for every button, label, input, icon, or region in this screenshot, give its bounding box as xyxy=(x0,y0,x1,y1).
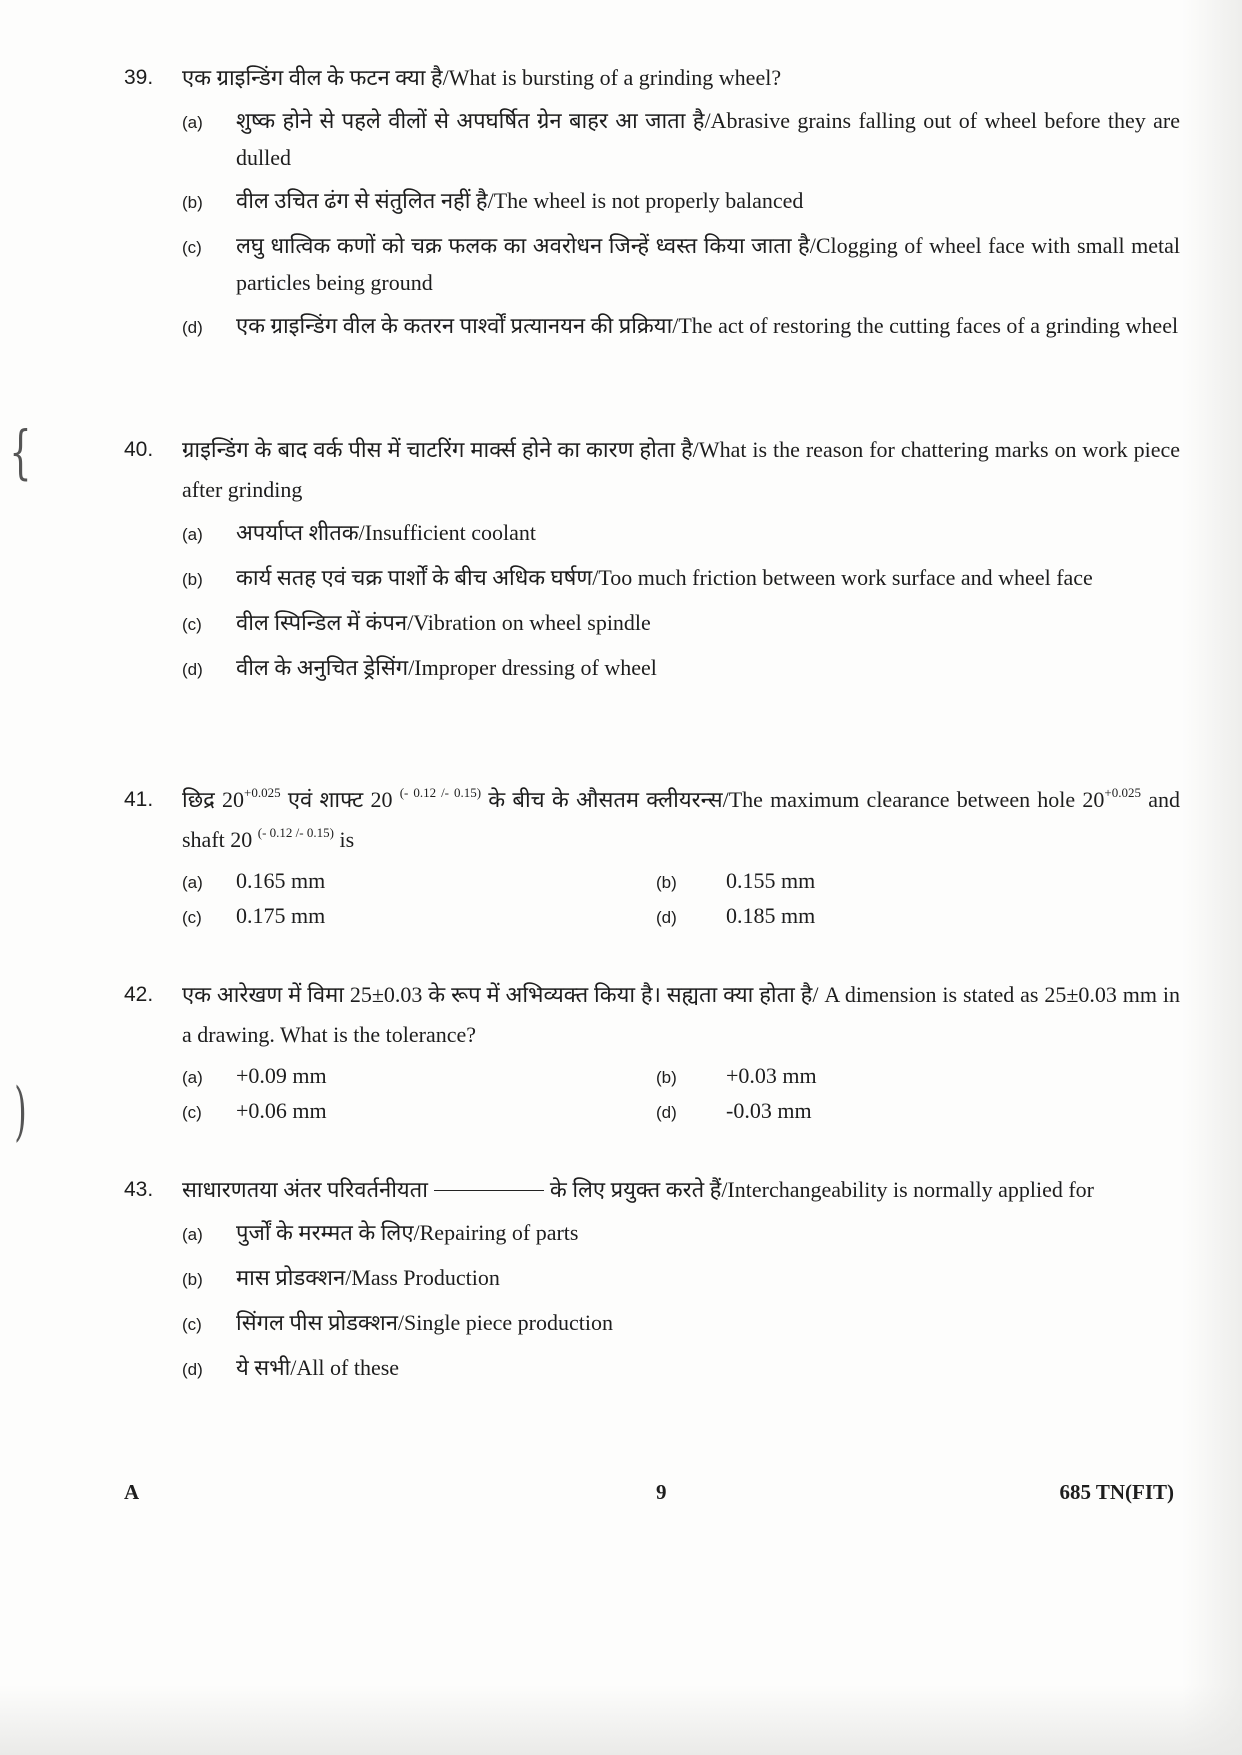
text-fragment: is xyxy=(333,827,355,852)
fill-in-blank xyxy=(434,1190,544,1191)
question-text xyxy=(182,1170,1180,1210)
question-number: 41. xyxy=(124,788,154,811)
question-number: 43. xyxy=(124,1178,154,1201)
shaft-tolerance-superscript: (- 0.12 /- 0.15) xyxy=(257,825,334,840)
option-text: +0.09 mm xyxy=(236,1063,327,1088)
option-label: (b) xyxy=(182,570,203,589)
option-label: (a) xyxy=(182,525,203,544)
question-stem xyxy=(124,1170,1180,1210)
option-label: (b) xyxy=(656,873,677,892)
option-label: (c) xyxy=(182,615,202,634)
option-label: (b) xyxy=(656,1068,677,1087)
question-number: 42. xyxy=(124,983,154,1006)
option-b[interactable] xyxy=(182,182,1180,221)
option-b[interactable] xyxy=(182,559,1180,598)
text-fragment: के लिए प्रयुक्त करते हैं/Interchangeability is normally applied for xyxy=(549,1177,1094,1202)
series-code: A xyxy=(124,1480,140,1504)
option-text: 0.175 mm xyxy=(236,903,326,928)
option-list xyxy=(182,1214,1180,1388)
option-c[interactable] xyxy=(182,1304,1180,1343)
option-text: अपर्याप्त शीतक/Insufficient coolant xyxy=(236,520,537,545)
option-text: +0.03 mm xyxy=(726,1063,817,1088)
question-42 xyxy=(124,975,1180,1129)
option-text: मास प्रोडक्शन/Mass Production xyxy=(236,1265,500,1290)
option-text: लघु धात्विक कणों को चक्र फलक का अवरोधन जिन्हें ध्वस्त किया जाता है/Clogging of wheel face with small metal particles being ground xyxy=(236,233,1180,295)
question-stem xyxy=(124,780,1180,860)
option-text: +0.06 mm xyxy=(236,1098,327,1123)
option-label: (c) xyxy=(182,1103,202,1122)
option-text: 0.165 mm xyxy=(236,868,326,893)
question-39 xyxy=(124,58,1180,352)
question-text xyxy=(182,780,1180,860)
option-text: सिंगल पीस प्रोडक्शन/Single piece production xyxy=(236,1310,613,1335)
question-number: 40. xyxy=(124,438,154,461)
option-label: (a) xyxy=(182,873,203,892)
option-d[interactable] xyxy=(182,649,1180,688)
question-text: ग्राइन्डिंग के बाद वर्क पीस में चाटरिंग मार्क्स होने का कारण होता है/What is the reason for chattering marks on work piece after grinding xyxy=(182,437,1180,502)
option-label: (d) xyxy=(182,1360,203,1379)
option-label: (d) xyxy=(182,660,203,679)
option-label: (b) xyxy=(182,193,203,212)
question-stem xyxy=(124,975,1180,1055)
option-text: पुर्जों के मरम्मत के लिए/Repairing of parts xyxy=(236,1220,579,1245)
option-c[interactable] xyxy=(182,899,656,934)
page-edge-shadow xyxy=(1182,0,1242,1755)
option-d[interactable] xyxy=(656,899,1116,934)
option-label: (a) xyxy=(182,1068,203,1087)
margin-brace-mark: { xyxy=(9,418,32,486)
question-41 xyxy=(124,780,1180,934)
option-label: (c) xyxy=(182,1315,202,1334)
option-label: (a) xyxy=(182,1225,203,1244)
page-number: 9 xyxy=(656,1480,667,1504)
option-text: ये सभी/All of these xyxy=(236,1355,400,1380)
question-number: 39. xyxy=(124,66,154,89)
option-a[interactable] xyxy=(182,514,1180,553)
option-text: वील उचित ढंग से संतुलित नहीं है/The wheel is not properly balanced xyxy=(236,188,804,213)
option-label: (d) xyxy=(656,908,677,927)
question-text: एक आरेखण में विमा 25±0.03 के रूप में अभिव्यक्त किया है। सह्यता क्या होता है/ A dimension is stated as 25±0.03 mm in a drawing. What is the tolerance? xyxy=(182,982,1180,1047)
option-label: (b) xyxy=(182,1270,203,1289)
paper-code: 685 TN(FIT) xyxy=(1059,1480,1174,1504)
option-list xyxy=(182,102,1180,346)
option-text: 0.185 mm xyxy=(726,903,816,928)
option-text: 0.155 mm xyxy=(726,868,816,893)
option-a[interactable] xyxy=(182,864,656,899)
option-list xyxy=(182,514,1180,688)
option-c[interactable] xyxy=(182,1094,656,1129)
option-a[interactable] xyxy=(182,1214,1180,1253)
option-text: -0.03 mm xyxy=(726,1098,812,1123)
option-text: वील स्पिन्डिल में कंपन/Vibration on wheel spindle xyxy=(236,610,651,635)
option-text: शुष्क होने से पहले वीलों से अपघर्षित ग्रेन बाहर आ जाता है/Abrasive grains falling out of wheel before they are dulled xyxy=(236,108,1180,170)
text-fragment: के बीच के औसतम क्लीयरन्स/The maximum clearance between hole 20 xyxy=(481,787,1105,812)
option-grid xyxy=(182,1059,1180,1129)
text-fragment: and shaft 20 xyxy=(182,787,1181,852)
option-label: (a) xyxy=(182,113,203,132)
option-d[interactable] xyxy=(656,1094,1116,1129)
hole-tolerance-superscript: +0.025 xyxy=(1104,785,1142,800)
option-label: (d) xyxy=(656,1103,677,1122)
text-fragment: छिद्र 20 xyxy=(182,787,245,812)
question-stem xyxy=(124,430,1180,510)
option-b[interactable] xyxy=(182,1259,1180,1298)
text-fragment: साधारणतया अंतर परिवर्तनीयता xyxy=(182,1177,428,1202)
option-b[interactable] xyxy=(656,864,1116,899)
option-label: (d) xyxy=(182,318,203,337)
question-40 xyxy=(124,430,1180,694)
option-c[interactable] xyxy=(182,227,1180,301)
question-text: एक ग्राइन्डिंग वील के फटन क्या है/What is bursting of a grinding wheel? xyxy=(182,65,782,90)
option-a[interactable] xyxy=(182,102,1180,176)
page-bottom-shadow xyxy=(0,1685,1242,1755)
shaft-tolerance-superscript: (- 0.12 /- 0.15) xyxy=(399,785,482,800)
question-43 xyxy=(124,1170,1180,1394)
text-fragment: एवं शाफ्ट 20 xyxy=(280,787,400,812)
option-d[interactable] xyxy=(182,1349,1180,1388)
option-label: (c) xyxy=(182,238,202,257)
margin-paren-mark: ) xyxy=(14,1075,27,1149)
option-b[interactable] xyxy=(656,1059,1116,1094)
option-text: एक ग्राइन्डिंग वील के कतरन पार्श्वों प्रत्यानयन की प्रक्रिया/The act of restoring the cutting faces of a grinding wheel xyxy=(236,313,1179,338)
option-text: वील के अनुचित ड्रेसिंग/Improper dressing of wheel xyxy=(236,655,657,680)
option-label: (c) xyxy=(182,908,202,927)
option-a[interactable] xyxy=(182,1059,656,1094)
option-grid xyxy=(182,864,1180,934)
question-stem xyxy=(124,58,1180,98)
option-text: कार्य सतह एवं चक्र पार्शों के बीच अधिक घर्षण/Too much friction between work surface and wheel face xyxy=(236,565,1093,590)
option-c[interactable] xyxy=(182,604,1180,643)
option-d[interactable] xyxy=(182,307,1180,346)
hole-tolerance-superscript: +0.025 xyxy=(244,785,281,800)
